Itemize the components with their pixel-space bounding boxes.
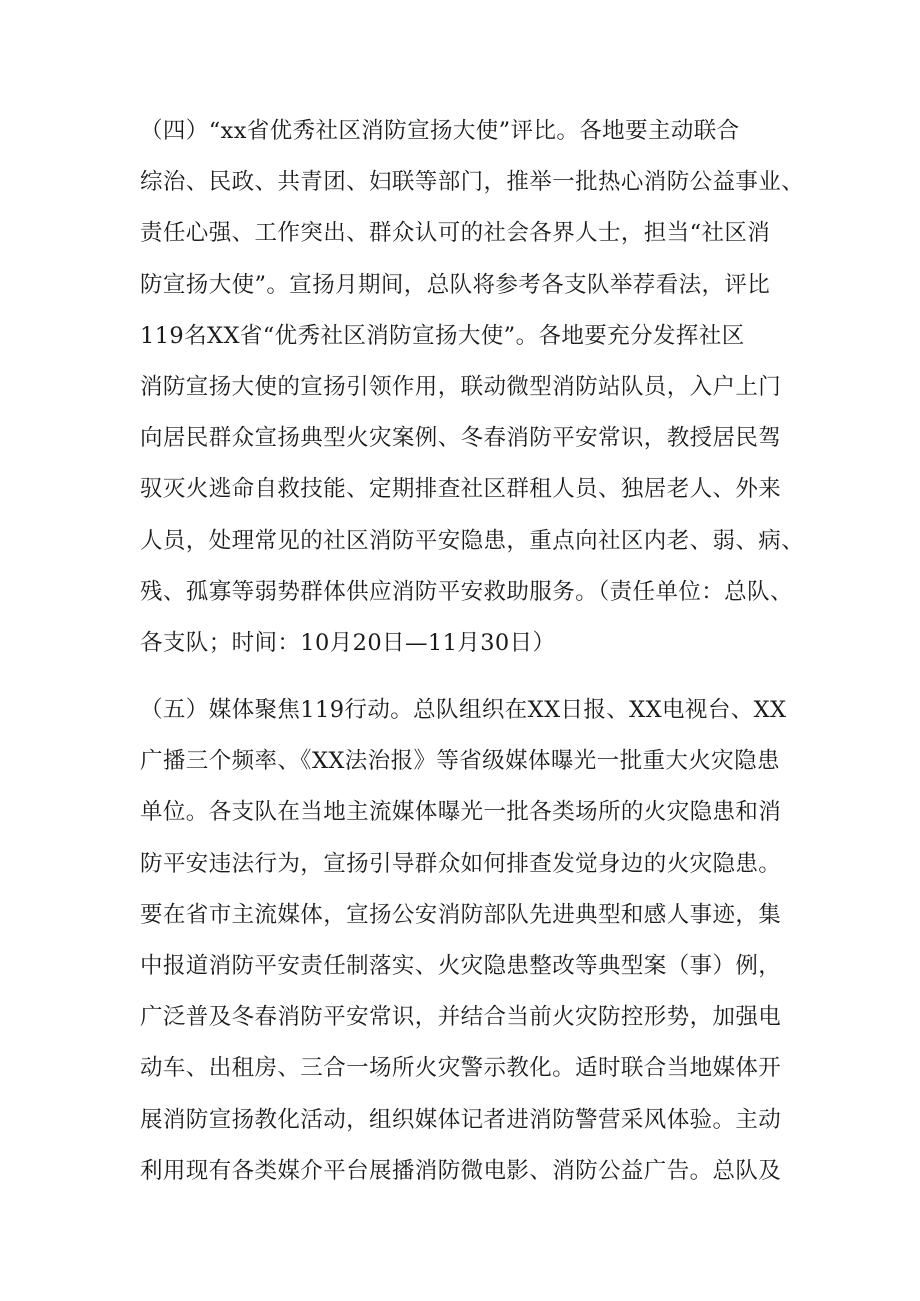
text-line: 驭灭火逃命自救技能、定期排查社区群租人员、独居老人、外来 — [140, 476, 782, 503]
text-line: 综治、民政、共青团、妇联等部门，推举一批热心消防公益事业、 — [140, 169, 805, 196]
text-line: 动车、出租房、三合一场所火灾警示教化。适时联合当地媒体开 — [140, 1055, 782, 1082]
text-line: 防平安违法行为，宣扬引导群众如何排查发觉身边的火灾隐患。 — [140, 850, 782, 877]
text-line: 单位。各支队在当地主流媒体曝光一批各类场所的火灾隐患和消 — [140, 799, 782, 826]
text-line: 残、孤寡等弱势群体供应消防平安救助服务。（责任单位：总队、 — [140, 578, 793, 605]
text-line: 向居民群众宣扬典型火灾案例、冬春消防平安常识，教授居民驾 — [140, 425, 782, 452]
text-line: 人员，处理常见的社区消防平安隐患，重点向社区内老、弱、病、 — [140, 527, 805, 554]
paragraph-section-4 — [140, 106, 805, 669]
text-line: 各支队；时间：10月20日—11月30日） — [140, 629, 556, 656]
text-line: 广泛普及冬春消防平安常识，并结合当前火灾防控形势，加强电 — [140, 1004, 782, 1031]
text-line: （四）“xx省优秀社区消防宣扬大使”评比。各地要主动联合 — [140, 118, 740, 144]
text-line: 广播三个频率、《XX法治报》等省级媒体曝光一批重大火灾隐患 — [140, 748, 780, 775]
text-line: 防宣扬大使”。宣扬月期间，总队将参考各支队举荐看法，评比 — [140, 271, 771, 298]
text-line: 展消防宣扬教化活动，组织媒体记者进消防警营采风体验。主动 — [140, 1106, 782, 1133]
text-line: 责任心强、工作突出、群众认可的社会各界人士，担当“社区消 — [140, 220, 771, 247]
text-line: 要在省市主流媒体，宣扬公安消防部队先进典型和感人事迹，集 — [140, 901, 782, 928]
text-line: 消防宣扬大使的宣扬引领作用，联动微型消防站队员，入户上门 — [140, 373, 782, 400]
text-line: 119名XX省“优秀社区消防宣扬大使”。各地要充分发挥社区 — [140, 322, 745, 349]
text-line: 中报道消防平安责任制落实、火灾隐患整改等典型案（事）例， — [140, 952, 782, 979]
text-line: （五）媒体聚焦119行动。总队组织在XX日报、XX电视台、XX — [140, 697, 787, 723]
paragraph-section-5 — [140, 685, 800, 1197]
text-line: 利用现有各类媒介平台展播消防微电影、消防公益广告。总队及 — [140, 1157, 782, 1184]
